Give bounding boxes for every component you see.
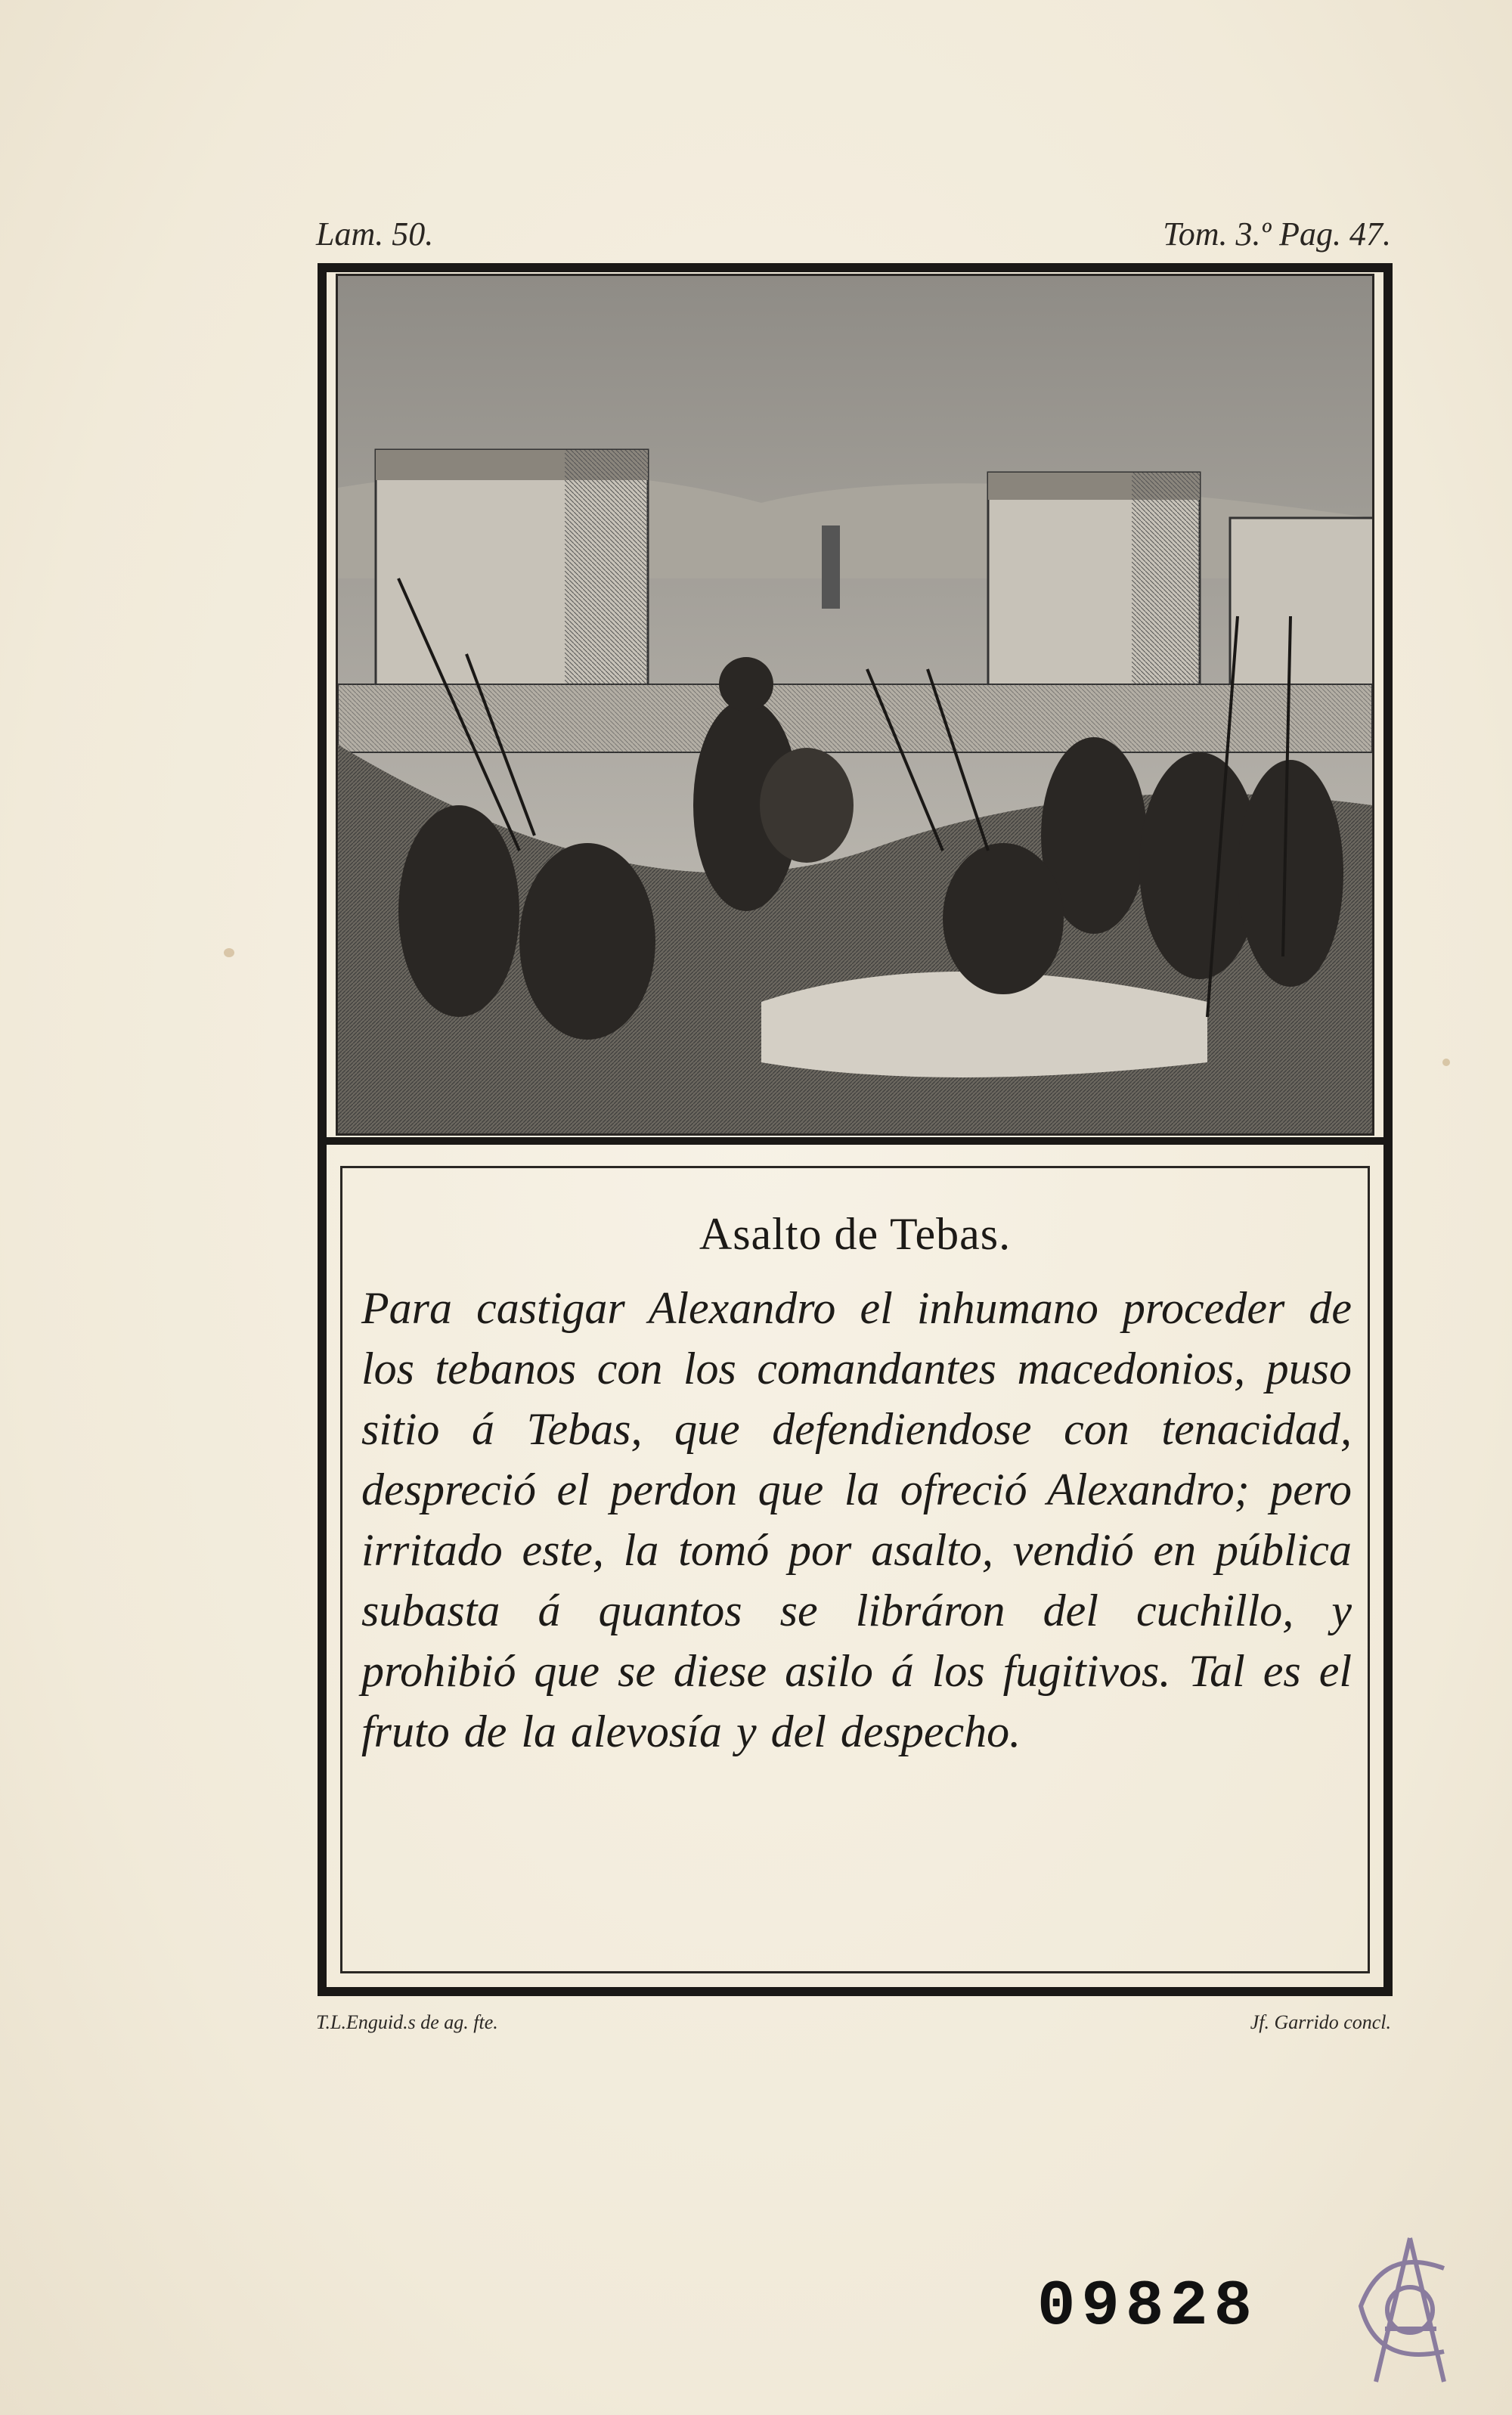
foxing-spot bbox=[1442, 1059, 1450, 1066]
panel-divider bbox=[327, 1137, 1383, 1145]
engraving-illustration bbox=[336, 274, 1374, 1136]
caption-text: Para castigar Alexandro el inhumano proceder de los tebanos con los comandantes macedonios, puso sitio á Tebas, que defendiendose con tenacidad, despreció el perdon que la ofreció Alexandro; pero irritado este, la tomó por asalto, vendió en pública subasta á quantos se libráron del cuchillo, y prohibió que se diese asilo á los fugitivos. Tal es el fruto de la alevosía y del despecho. bbox=[361, 1283, 1352, 1756]
engraver-credit: Jf. Garrido concl. bbox=[1250, 2011, 1391, 2033]
caption-title: Asalto de Tebas. bbox=[699, 1209, 1012, 1259]
foxing-spot bbox=[224, 948, 234, 957]
volume-page-reference: Tom. 3.º Pag. 47. bbox=[1163, 215, 1391, 253]
library-monogram-stamp bbox=[1331, 2223, 1489, 2397]
inventory-number: 09828 bbox=[1037, 2271, 1259, 2343]
artist-credit: T.L.Enguid.s de ag. fte. bbox=[316, 2011, 498, 2033]
plate-number: Lam. 50. bbox=[316, 215, 434, 253]
